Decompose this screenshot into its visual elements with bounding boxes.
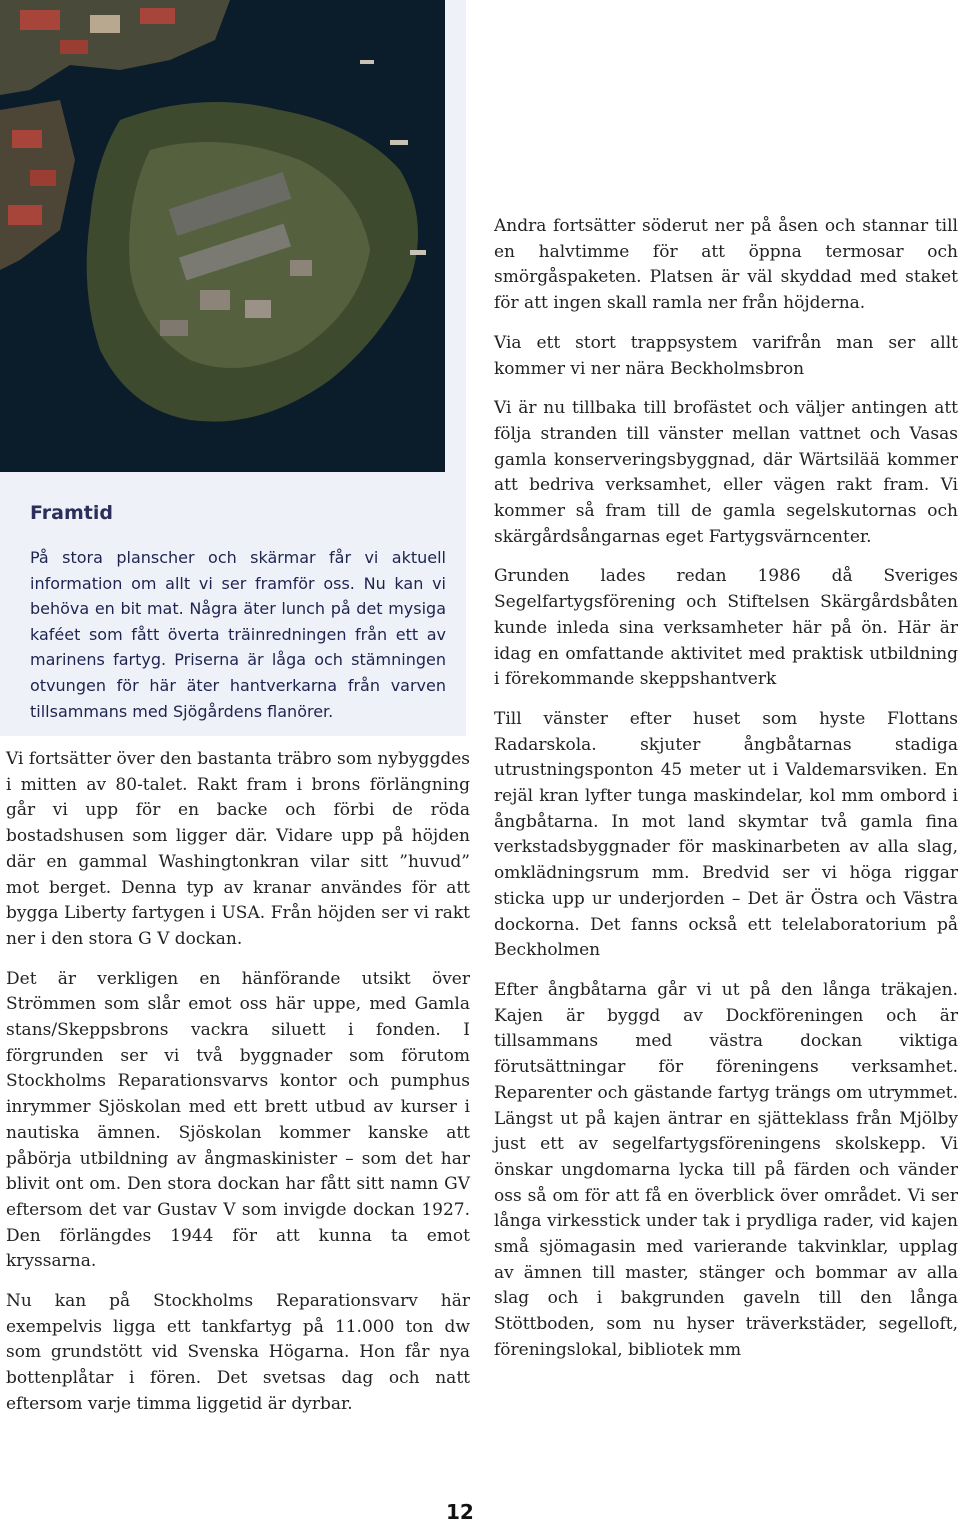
paragraph: Det är verkligen en hänförande utsikt över Strömmen som slår emot oss här uppe, med Gamla stans/Skeppsbrons vackra siluett i fonden. I förgrunden ser vi två byggnader som förutom Stockholms Reparationsvarvs kontor och pumphus inrymmer Sjöskolan med ett brett utbud av kurser i nautiska ämnen. Sjöskolan kommer kanske att påbörja utbildning av ångmaskinister – som det har blivit ont om. Den stora dockan har fått sitt namn GV eftersom det var Gustav V som invigde dockan 1927. Den förlängdes 1944 för att kunna ta emot kryssarna.: [6, 968, 470, 1272]
paragraph: Efter ångbåtarna går vi ut på den långa träkajen. Kajen är byggd av Dockföreningen och är tillsammans med västra dockan viktiga förutsättningar för föreningens verksamhet. Reparenter och gästande fartyg trängs om utrymmet. Längst ut på kajen äntrar en sjätteklass från Mjölby just ett av segelfartygsföreningens skolskepp. Vi önskar ungdomarna lycka till på färden och vänder oss så om för att få en överblick över området. Vi ser långa virkesstick under tak i prydliga rader, vid kajen små sjömagasin med varierande takvinklar, upplag av ämnen till master, stänger och bommar av alla slag och i bakgrunden gaveln till den långa Stöttboden, som nu hyser träverkstäder, segelloft, föreningslokal, bibliotek mm: [494, 979, 958, 1360]
paragraph: Via ett stort trappsystem varifrån man ser allt kommer vi ner nära Beckholmsbron: [494, 332, 958, 379]
paragraph: Vi är nu tillbaka till brofästet och väljer antingen att följa stranden till vänster mellan vattnet och Vasas gamla konserveringsbyggnad, där Wärtsilää kommer att bedriva verksamhet, eller vägen rakt fram. Vi kommer så fram till de gamla segelskutornas och skärgårdsångarnas eget Fartygsvärncenter.: [494, 398, 958, 547]
sidebar-panel: [0, 0, 466, 736]
sidebar-text: På stora planscher och skärmar får vi aktuell information om allt vi ser framför oss. Nu kan vi behöva en bit mat. Några äter lunch på det mysiga kaféet som fått överta träinredningen från ett av marinens fartyg. Priserna är låga och stämningen otvungen för här äter hantverkarna från varven tillsammans med Sjögårdens flanörer.: [30, 548, 446, 721]
paragraph: Nu kan på Stockholms Reparationsvarv här exempelvis ligga ett tankfartyg på 11.000 ton dw som grundstött vid Svenska Högarna. Hon får nya bottenplåtar i fören. Det svetsas dag och natt eftersom varje timma liggetid är dyrbar.: [6, 1291, 470, 1414]
paragraph: Vi fortsätter över den bastanta träbro som nybyggdes i mitten av 80-talet. Rakt fram i brons förlängning går vi upp för en backe och förbi de röda bostadshusen som ligger där. Vidare upp på höjden där en gammal Washingtonkran vilar sitt ”huvud” mot berget. Denna typ av kranar användes för att bygga Liberty fartygen i USA. Från höjden ser vi rakt ner i den stora G V dockan.: [6, 749, 470, 949]
paragraph: Andra fortsätter söderut ner på åsen och stannar till en halvtimme för att öppna termosar och smörgåspaketen. Platsen är väl skyddad med staket för att ingen skall ramla ner från höjderna.: [494, 216, 958, 314]
paragraph: Till vänster efter huset som hyste Flottans Radarskola. skjuter ångbåtarnas stadiga utrustningsponton 45 meter ut i Valdemarsviken. En rejäl kran lyfter tunga maskindelar, kol mm ombord i ångbåtarna. In mot land skymtar två gamla fina verkstadsbyggnader för maskinarbeten av alla slag, omklädningsrum mm. Bredvid ser vi höga riggar sticka upp ur underjorden – Det är Östra och Västra dockorna. Det fanns också ett telelaboratorium på Beckholmen: [494, 708, 958, 961]
aerial-photo-icon: [0, 0, 445, 472]
page-number: 12: [446, 1500, 474, 1524]
right-column: [494, 214, 958, 1378]
left-column: [6, 747, 470, 1432]
aerial-photo: [0, 0, 445, 472]
paragraph: Grunden lades redan 1986 då Sveriges Segelfartygsförening och Stiftelsen Skärgårdsbåten kunde inleda sina verksamheter här på ön. Här är idag en omfattande aktivitet med praktisk utbildning i förekommande skeppshantverk: [494, 566, 958, 690]
sidebar-title: Framtid: [30, 502, 113, 524]
